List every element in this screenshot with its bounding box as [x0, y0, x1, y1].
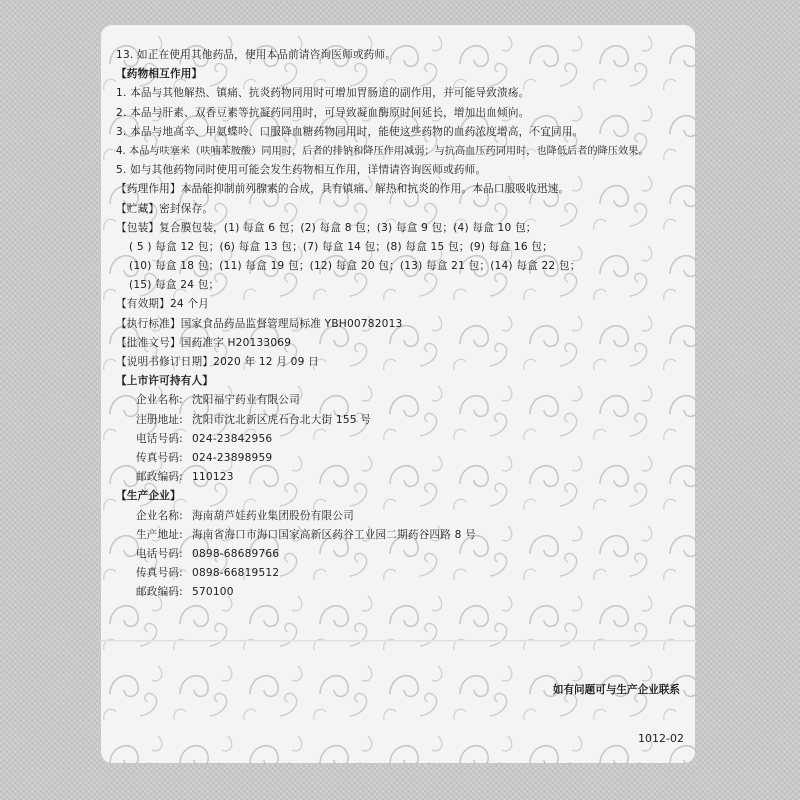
section-header: 【上市许可持有人】 [116, 375, 214, 388]
text-line: 2. 本品与肝素、双香豆素等抗凝药同用时，可导致凝血酶原时间延长，增加出血倾向。 [116, 106, 530, 119]
info-label: 企业名称: [136, 509, 183, 522]
info-label: 注册地址: [136, 413, 183, 426]
info-label: 电话号码: [136, 547, 183, 560]
text-line: 5. 如与其他药物同时使用可能会发生药物相互作用，详情请咨询医师或药师。 [116, 164, 487, 177]
text-line: 13. 如正在使用其他药品，使用本品前请咨询医师或药师。 [116, 49, 397, 61]
info-row [116, 526, 688, 545]
info-row [116, 507, 688, 526]
text-line: 4. 本品与呋塞米（呋喃苯胺酸）同用时，后者的排钠和降压作用减弱；与抗高血压药同用时，也降低后者的降压效果。 [116, 145, 649, 157]
text-line: 【药理作用】本品能抑制前列腺素的合成，具有镇痛、解热和抗炎的作用。本品口服吸收迅速。 [116, 183, 570, 196]
info-row [116, 430, 688, 449]
fold-line [100, 640, 696, 642]
info-value: 海南省海口市海口国家高新区药谷工业园二期药谷四路 8 号 [192, 528, 476, 541]
info-label: 传真号码: [136, 451, 183, 464]
text-line: 【包装】复合膜包装，(1) 每盒 6 包；(2) 每盒 8 包；(3) 每盒 9 包；(4) 每盒 10 包； [116, 221, 537, 234]
text-line: 【贮藏】密封保存。 [116, 202, 214, 215]
footer-contact-note: 如有问题可与生产企业联系 [552, 684, 680, 696]
info-label: 企业名称: [136, 394, 183, 407]
section-header: 【生产企业】 [116, 490, 181, 503]
info-value: 110123 [192, 471, 234, 484]
info-value: 0898-66819512 [192, 567, 280, 580]
section-header: 【药物相互作用】 [116, 68, 203, 81]
text-line: 【有效期】24 个月 [116, 298, 210, 311]
info-value: 沈阳市沈北新区虎石台北大街 155 号 [192, 413, 372, 426]
text-line: 【批准文号】国药准字 H20133069 [116, 336, 292, 349]
info-value: 570100 [192, 586, 234, 599]
info-value: 024-23842956 [192, 432, 273, 445]
text-line: 3. 本品与地高辛、甲氨蝶呤、口服降血糖药物同用时，能使这些药物的血药浓度增高，不宜同用。 [116, 125, 584, 138]
leaflet-content [116, 46, 688, 602]
info-value: 沈阳福宁药业有限公司 [192, 394, 300, 407]
info-row [116, 468, 688, 487]
text-line: ( 5 ) 每盒 12 包；(6) 每盒 13 包；(7) 每盒 14 包；(8) 每盒 15 包；(9) 每盒 16 包； [129, 240, 553, 253]
info-row [116, 449, 688, 468]
text-line: (15) 每盒 24 包； [129, 279, 220, 292]
info-row [116, 411, 688, 430]
info-row [116, 583, 688, 602]
info-value: 海南葫芦娃药业集团股份有限公司 [192, 509, 354, 522]
footer-print-code: 1012-02 [638, 732, 684, 745]
text-line: (10) 每盒 18 包；(11) 每盒 19 包；(12) 每盒 20 包；(13) 每盒 21 包；(14) 每盒 22 包； [129, 260, 581, 273]
info-label: 邮政编码: [136, 586, 183, 599]
info-label: 传真号码: [136, 567, 183, 580]
info-label: 生产地址: [136, 528, 183, 541]
info-row [116, 391, 688, 410]
info-row [116, 545, 688, 564]
text-line: 【执行标准】国家食品药品监督管理局标准 YBH00782013 [116, 317, 403, 330]
text-line: 1. 本品与其他解热、镇痛、抗炎药物同用时可增加胃肠道的副作用，并可能导致溃疡。 [116, 87, 530, 100]
info-row [116, 564, 688, 583]
leaflet-page [100, 24, 696, 764]
info-label: 邮政编码: [136, 471, 183, 484]
text-line: 【说明书修订日期】2020 年 12 月 09 日 [116, 356, 319, 368]
info-value: 0898-68689766 [192, 547, 280, 560]
info-label: 电话号码: [136, 432, 183, 445]
info-value: 024-23898959 [192, 451, 273, 464]
